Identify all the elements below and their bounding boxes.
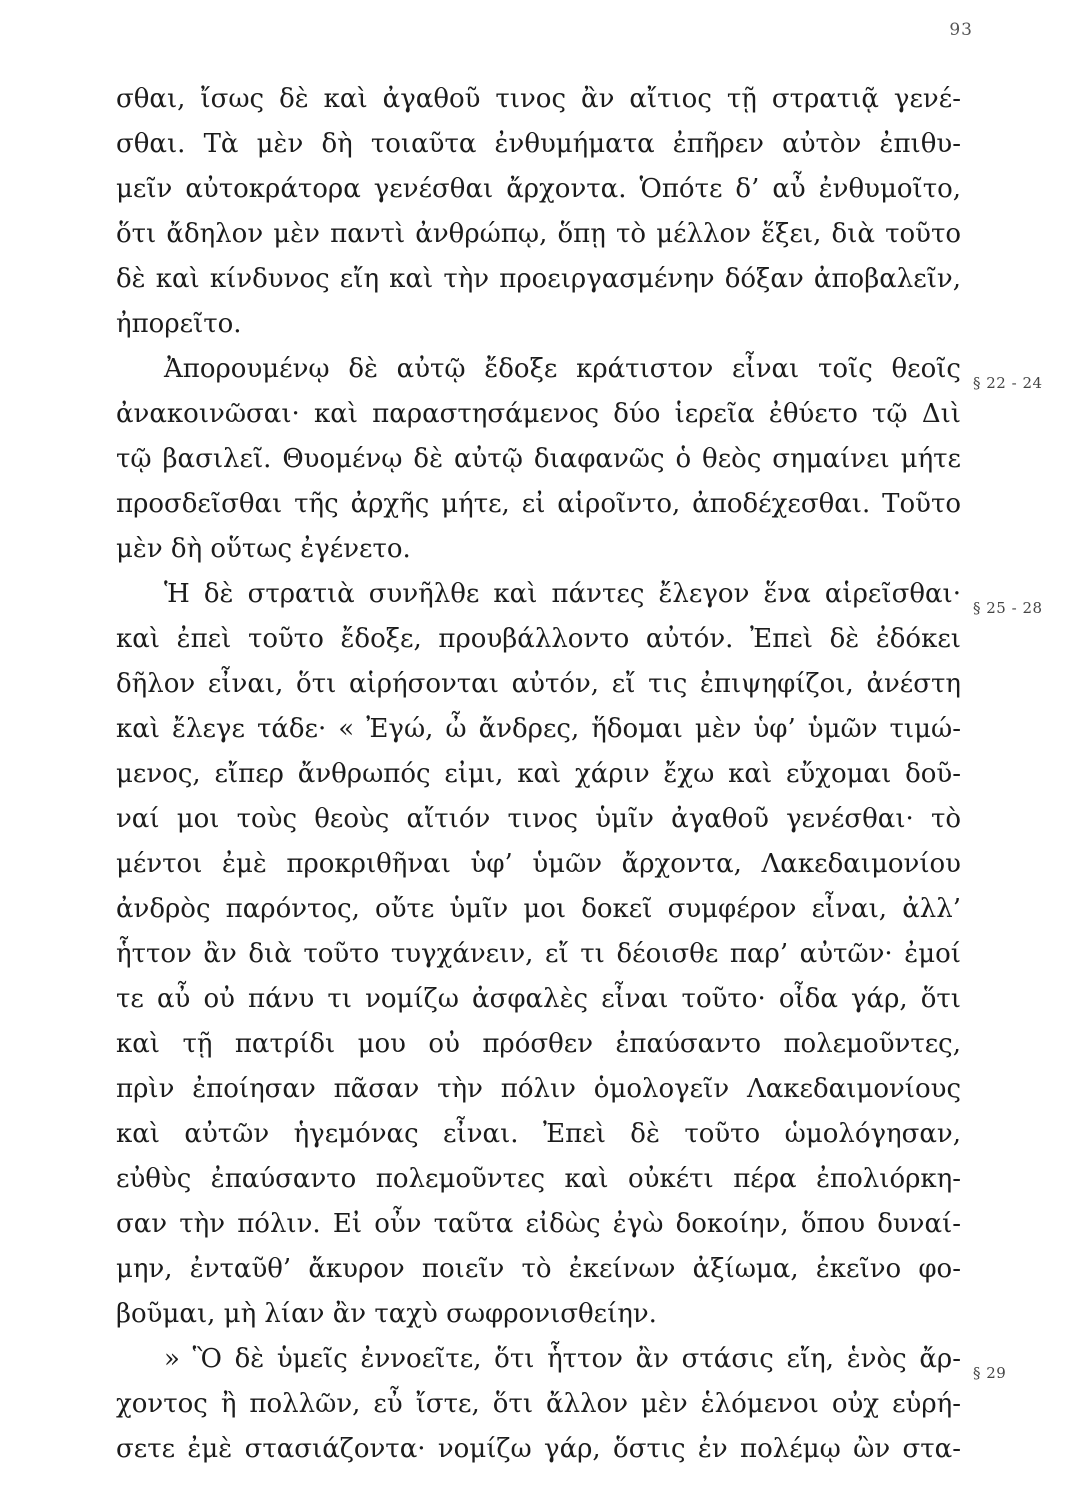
section-reference: § 29 bbox=[973, 1364, 1007, 1382]
text-line: πρὶν ἐποίησαν πᾶσαν τὴν πόλιν ὁμολογεῖν Λακεδαιμονίους bbox=[116, 1074, 961, 1104]
text-line: μην, ἐνταῦθ’ ἄκυρον ποιεῖν τὸ ἐκείνων ἀξίωμα, ἐκεῖνο φο- bbox=[116, 1254, 961, 1284]
text-line: δὲ καὶ κίνδυνος εἴη καὶ τὴν προειργασμένην δόξαν ἀποβαλεῖν, bbox=[116, 264, 961, 294]
text-line: ἠπορεῖτο. bbox=[116, 309, 242, 339]
text-line: ναί μοι τοὺς θεοὺς αἴτιόν τινος ὑμῖν ἀγαθοῦ γενέσθαι· τὸ bbox=[116, 804, 961, 834]
text-line: καὶ τῇ πατρίδι μου οὐ πρόσθεν ἐπαύσαντο πολεμοῦντες, bbox=[116, 1029, 961, 1059]
text-line: » Ὃ δὲ ὑμεῖς ἐννοεῖτε, ὅτι ἧττον ἂν στάσις εἴη, ἑνὸς ἄρ- bbox=[164, 1344, 961, 1374]
text-line: μὲν δὴ οὕτως ἐγένετο. bbox=[116, 534, 411, 564]
text-line: ὅτι ἄδηλον μὲν παντὶ ἀνθρώπῳ, ὅπῃ τὸ μέλλον ἕξει, διὰ τοῦτο bbox=[116, 219, 961, 249]
text-line: καὶ ἔλεγε τάδε· « Ἐγώ, ὦ ἄνδρες, ἥδομαι μὲν ὑφ’ ὑμῶν τιμώ- bbox=[116, 714, 961, 744]
text-line: δῆλον εἶναι, ὅτι αἱρήσονται αὐτόν, εἴ τις ἐπιψηφίζοι, ἀνέστη bbox=[116, 669, 961, 699]
text-line: τε αὖ οὐ πάνυ τι νομίζω ἀσφαλὲς εἶναι τοῦτο· οἶδα γάρ, ὅτι bbox=[116, 984, 961, 1014]
text-line: μενος, εἴπερ ἄνθρωπός εἰμι, καὶ χάριν ἔχω καὶ εὔχομαι δοῦ- bbox=[116, 759, 961, 789]
text-line: ἀνδρὸς παρόντος, οὔτε ὑμῖν μοι δοκεῖ συμφέρον εἶναι, ἀλλ’ bbox=[116, 894, 961, 924]
text-line: χοντος ἢ πολλῶν, εὖ ἴστε, ὅτι ἄλλον μὲν ἑλόμενοι οὐχ εὑρή- bbox=[116, 1389, 961, 1419]
text-line: σθαι. Τὰ μὲν δὴ τοιαῦτα ἐνθυμήματα ἐπῆρεν αὐτὸν ἐπιθυ- bbox=[116, 129, 961, 159]
text-line: σετε ἐμὲ στασιάζοντα· νομίζω γάρ, ὅστις ἐν πολέμῳ ὢν στα- bbox=[116, 1434, 961, 1464]
text-line: σθαι, ἴσως δὲ καὶ ἀγαθοῦ τινος ἂν αἴτιος τῇ στρατιᾷ γενέ- bbox=[116, 84, 961, 114]
text-line: ἧττον ἂν διὰ τοῦτο τυγχάνειν, εἴ τι δέοισθε παρ’ αὐτῶν· ἐμοί bbox=[116, 939, 961, 969]
text-line: προσδεῖσθαι τῆς ἀρχῆς μήτε, εἰ αἱροῖντο, ἀποδέχεσθαι. Τοῦτο bbox=[116, 489, 961, 519]
text-line: βοῦμαι, μὴ λίαν ἂν ταχὺ σωφρονισθείην. bbox=[116, 1299, 657, 1329]
text-line: σαν τὴν πόλιν. Εἰ οὖν ταῦτα εἰδὼς ἐγὼ δοκοίην, ὅπου δυναί- bbox=[116, 1209, 961, 1239]
text-line: μεῖν αὐτοκράτορα γενέσθαι ἄρχοντα. Ὁπότε δ’ αὖ ἐνθυμοῖτο, bbox=[116, 174, 961, 204]
section-reference: § 25 - 28 bbox=[973, 599, 1043, 617]
text-line: μέντοι ἐμὲ προκριθῆναι ὑφ’ ὑμῶν ἄρχοντα, Λακεδαιμονίου bbox=[116, 849, 961, 879]
text-line: ἀνακοινῶσαι· καὶ παραστησάμενος δύο ἱερεῖα ἐθύετο τῷ Διὶ bbox=[116, 399, 961, 429]
section-reference: § 22 - 24 bbox=[973, 374, 1043, 392]
text-line: Ἀπορουμένῳ δὲ αὐτῷ ἔδοξε κράτιστον εἶναι τοῖς θεοῖς bbox=[164, 354, 961, 384]
page-number: 93 bbox=[949, 20, 973, 40]
text-line: τῷ βασιλεῖ. Θυομένῳ δὲ αὐτῷ διαφανῶς ὁ θεὸς σημαίνει μήτε bbox=[116, 444, 961, 474]
text-line: καὶ ἐπεὶ τοῦτο ἔδοξε, προυβάλλοντο αὐτόν. Ἐπεὶ δὲ ἐδόκει bbox=[116, 624, 961, 654]
text-line: καὶ αὐτῶν ἡγεμόνας εἶναι. Ἐπεὶ δὲ τοῦτο ὡμολόγησαν, bbox=[116, 1119, 961, 1149]
text-line: εὐθὺς ἐπαύσαντο πολεμοῦντες καὶ οὐκέτι πέρα ἐπολιόρκη- bbox=[116, 1164, 961, 1194]
text-line: Ἡ δὲ στρατιὰ συνῆλθε καὶ πάντες ἔλεγον ἕνα αἱρεῖσθαι· bbox=[164, 579, 961, 609]
